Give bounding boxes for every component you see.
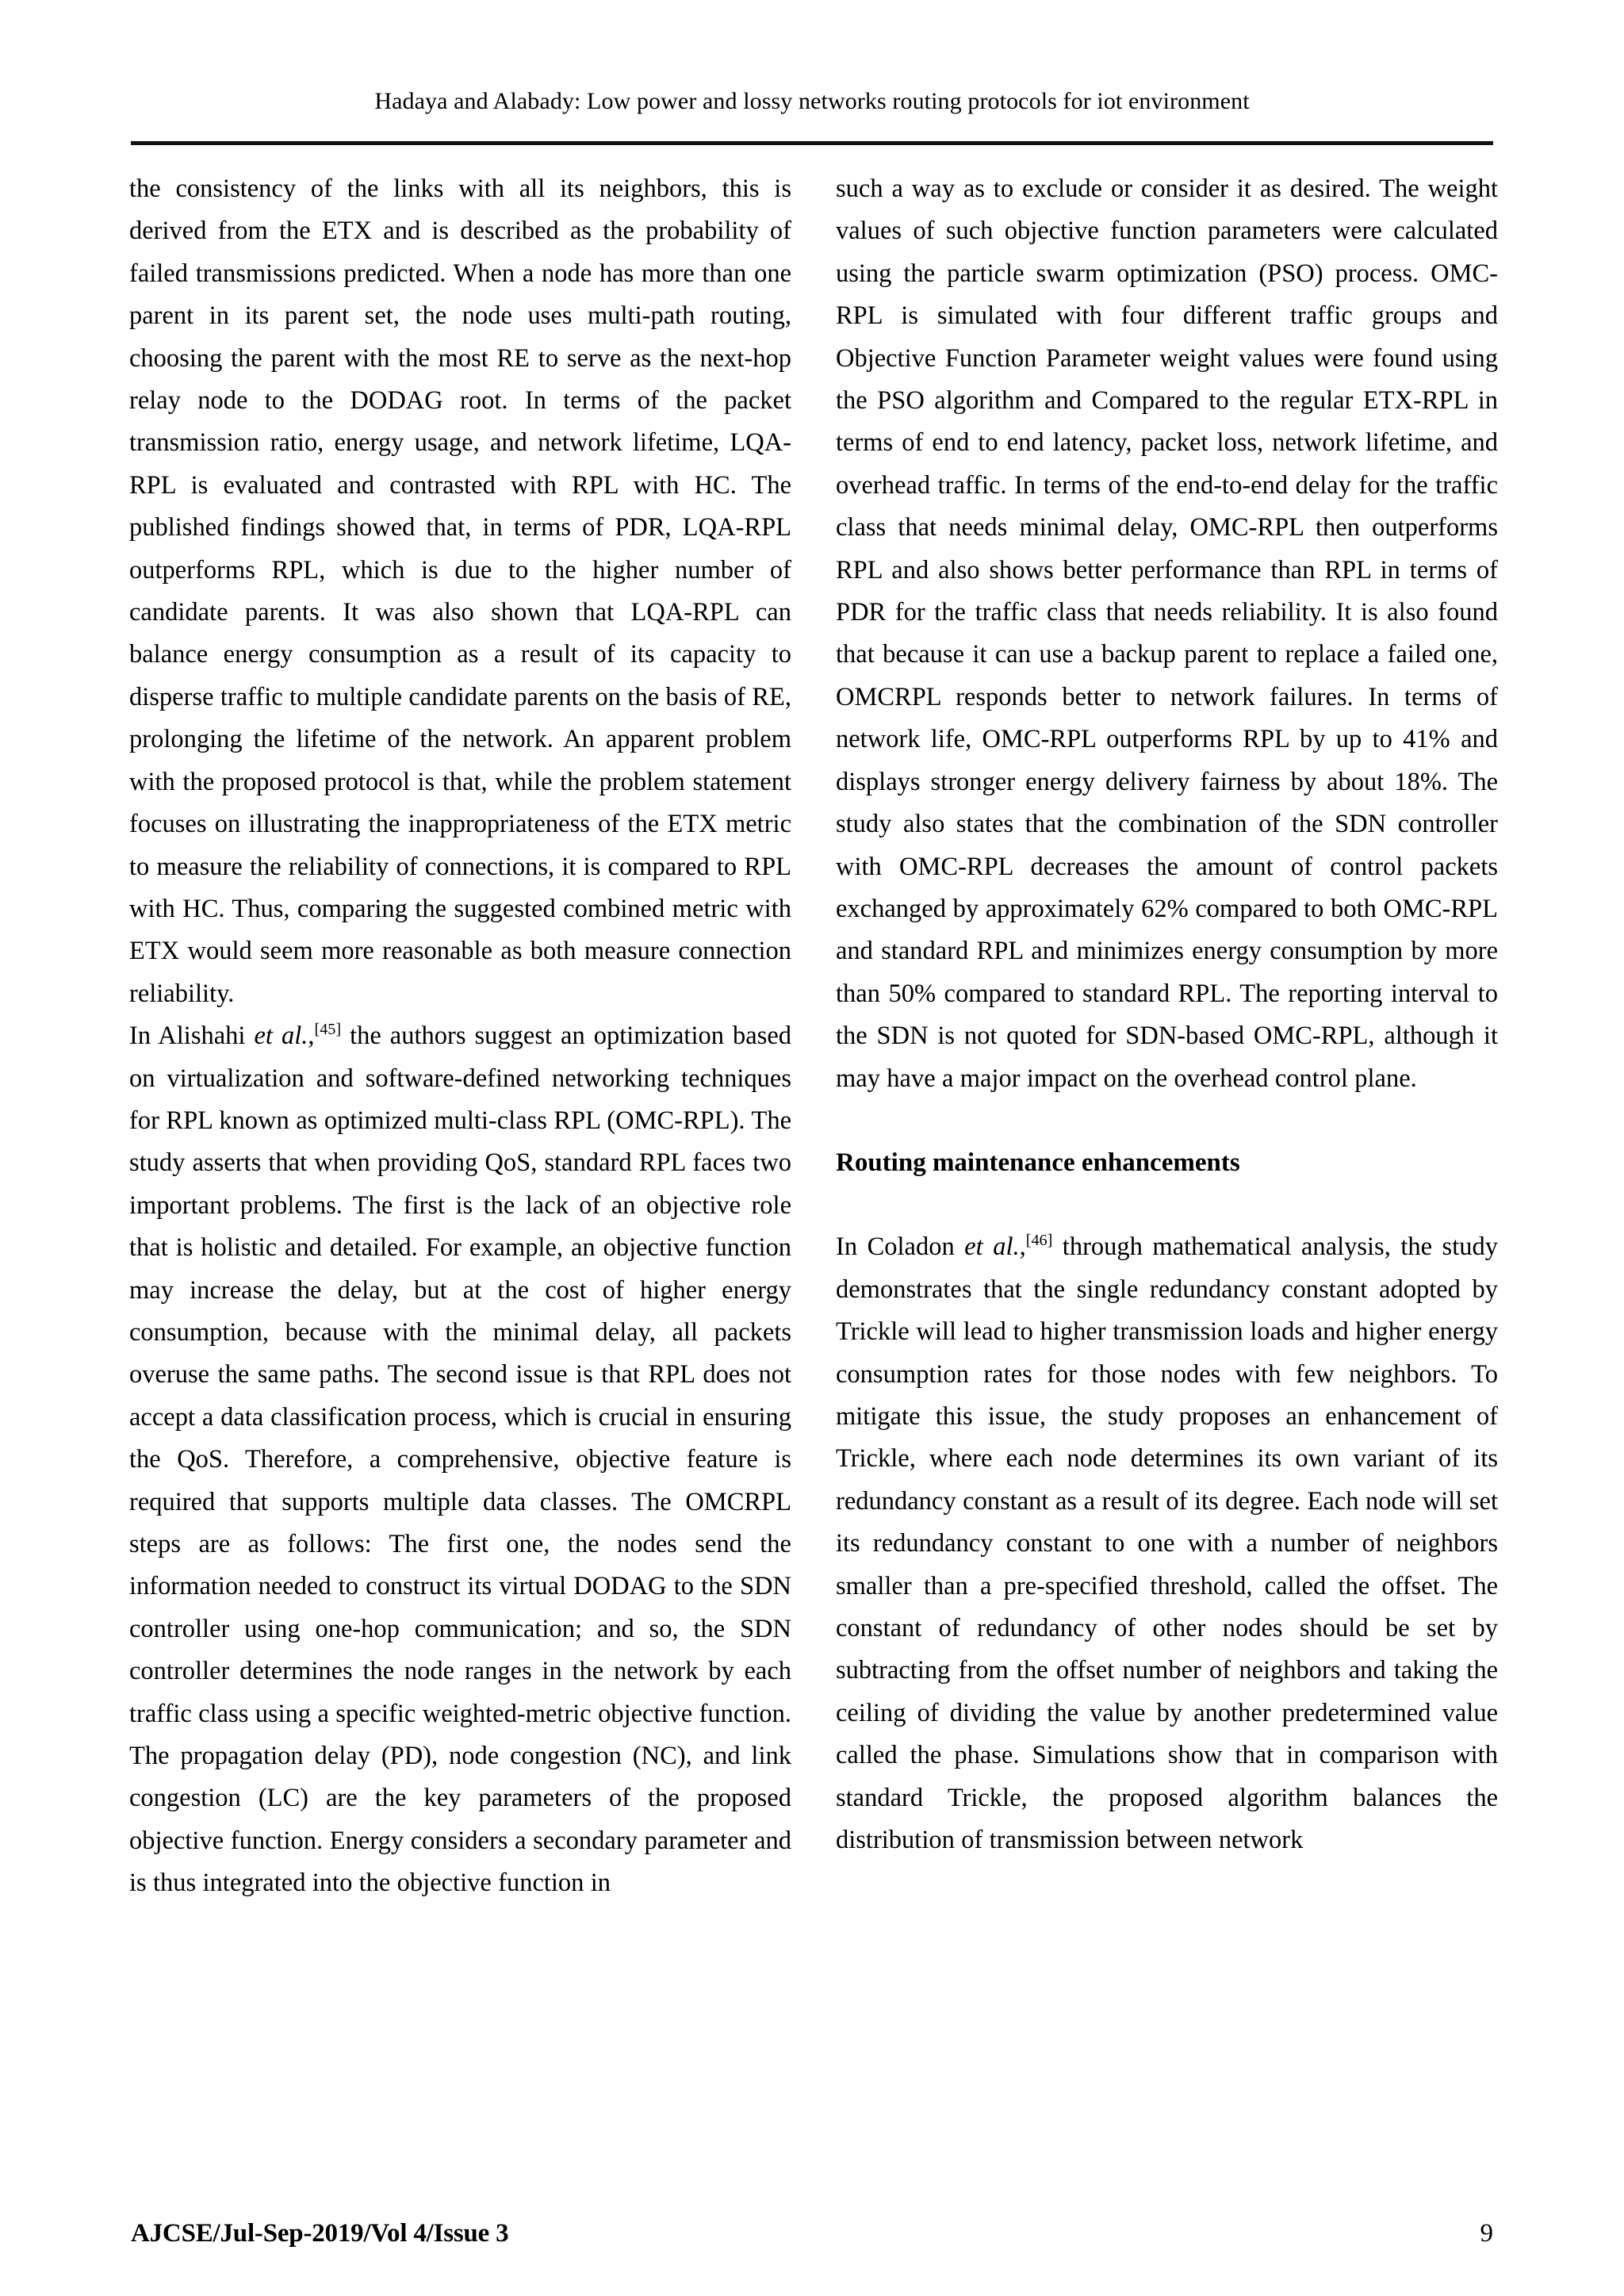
right-paragraph-2-remainder: through mathematical analysis, the study demonstrates that the single redundancy constant adopted by Trickle will lead to higher transmission loads and higher energy consumption rates for those nodes with few neighbors. To mitigate this issue, the study proposes an enhancement of Trickle, where each node determines its own variant of its redundancy constant as a result of its degree. Each node will set its redundancy constant to one with a number of neighbors smaller than a pre-specified threshold, called the offset. The constant of redundancy of other nodes should be set by subtracting from the offset number of neighbors and taking the ceiling of dividing the value by another predetermined value called the phase. Simulations show that in comparison with standard Trickle, the proposed algorithm balances the distribution of transmission between network: [836, 1232, 1498, 1855]
citation-comma: ,: [1019, 1232, 1026, 1262]
header-rule-divider: [131, 141, 1493, 145]
et-al-italic: et al.: [254, 1022, 308, 1051]
left-paragraph-2: [129, 1015, 791, 1905]
two-column-body: [129, 168, 1498, 2167]
citation-lead-in-text: In Coladon: [836, 1232, 965, 1262]
section-heading-routing-maintenance-enhancements: Routing maintenance enhancements: [836, 1148, 1240, 1177]
citation-marker-45: [45]: [314, 1021, 342, 1039]
right-paragraph-1: such a way as to exclude or consider it as desired. The weight values of such objective function parameters were calculated using the particle swarm optimization (PSO) process. OMC-RPL is simulated with four different traffic groups and Objective Function Parameter weight values were found using the PSO algorithm and Compared to the regular ETX-RPL in terms of end to end latency, packet loss, network lifetime, and overhead traffic. In terms of the end-to-end delay for the traffic class that needs minimal delay, OMC-RPL then outperforms RPL and also shows better performance than RPL in terms of PDR for the traffic class that needs reliability. It is also found that because it can use a backup parent to replace a failed one, OMCRPL responds better to network failures. In terms of network life, OMC-RPL outperforms RPL by up to 41% and displays stronger energy delivery fairness by about 18%. The study also states that the combination of the SDN controller with OMC-RPL decreases the amount of control packets exchanged by approximately 62% compared to both OMC-RPL and standard RPL and minimizes energy consumption by more than 50% compared to standard RPL. The reporting interval to the SDN is not quoted for SDN-based OMC-RPL, although it may have a major impact on the overhead control plane.: [836, 174, 1498, 1093]
citation-lead-in-text: In Alishahi: [129, 1022, 255, 1051]
left-paragraph-2-remainder: the authors suggest an optimization based on virtualization and software-defined networking techniques for RPL known as optimized multi-class RPL (OMC-RPL). The study asserts that when providing QoS, standard RPL faces two important problems. The first is the lack of an objective role that is holistic and detailed. For example, an objective function may increase the delay, but at the cost of higher energy consumption, because with the minimal delay, all packets overuse the same paths. The second issue is that RPL does not accept a data classification process, which is crucial in ensuring the QoS. Therefore, a comprehensive, objective feature is required that supports multiple data classes. The OMCRPL steps are as follows: The first one, the nodes send the information needed to construct its virtual DODAG to the SDN controller using one-hop communication; and so, the SDN controller determines the node ranges in the network by each traffic class using a specific weighted-metric objective function. The propagation delay (PD), node congestion (NC), and link congestion (LC) are the key parameters of the proposed objective function. Energy considers a secondary parameter and is thus integrated into the objective function in: [129, 1022, 792, 1898]
footer-journal-info: AJCSE/Jul-Sep-2019/Vol 4/Issue 3: [131, 2219, 509, 2248]
page-footer: [131, 2219, 1493, 2248]
et-al-italic: et al.: [964, 1232, 1020, 1262]
heading-spacer-below: [836, 1184, 1498, 1226]
heading-spacer-above: [836, 1100, 1498, 1142]
left-column: [129, 168, 791, 2167]
footer-page-number: 9: [1480, 2219, 1493, 2248]
citation-comma: ,: [308, 1022, 315, 1051]
citation-marker-46: [46]: [1025, 1232, 1053, 1250]
left-paragraph-1: the consistency of the links with all its neighbors, this is derived from the ETX and is described as the probability of failed transmissions predicted. When a node has more than one parent in its parent set, the node uses multi-path routing, choosing the parent with the most RE to serve as the next-hop relay node to the DODAG root. In terms of the packet transmission ratio, energy usage, and network lifetime, LQA-RPL is evaluated and contrasted with RPL with HC. The published findings showed that, in terms of PDR, LQA-RPL outperforms RPL, which is due to the higher number of candidate parents. It was also shown that LQA-RPL can balance energy consumption as a result of its capacity to disperse traffic to multiple candidate parents on the basis of RE, prolonging the lifetime of the network. An apparent problem with the proposed protocol is that, while the problem statement focuses on illustrating the inappropriateness of the ETX metric to measure the reliability of connections, it is compared to RPL with HC. Thus, comparing the suggested combined metric with ETX would seem more reasonable as both measure connection reliability.: [129, 174, 791, 1008]
right-paragraph-2: [836, 1226, 1498, 1861]
running-header: Hadaya and Alabady: Low power and lossy networks routing protocols for iot environment: [374, 88, 1250, 114]
right-column: [836, 168, 1498, 2167]
